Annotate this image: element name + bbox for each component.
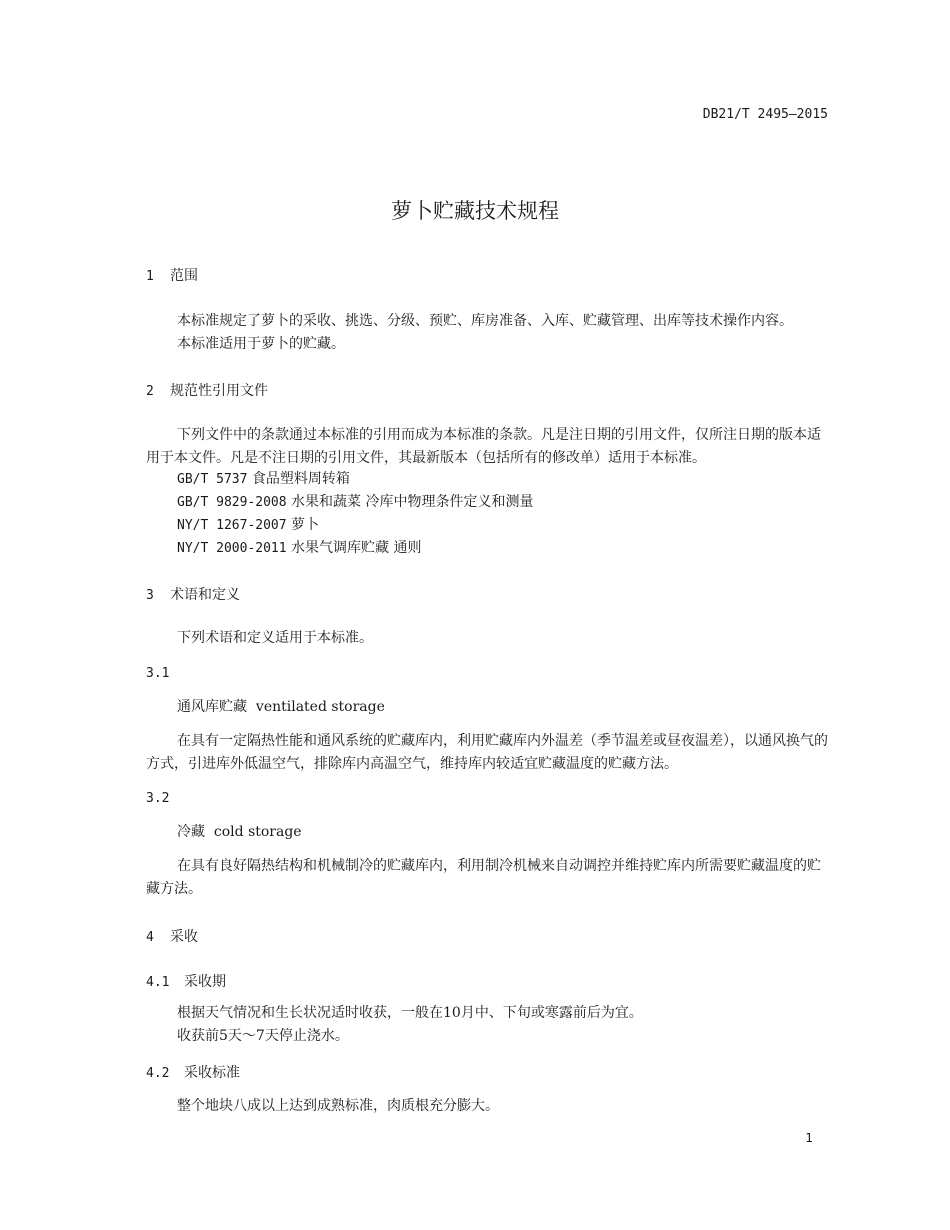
subsection-number: 4.1 — [146, 975, 170, 990]
reference-item — [177, 537, 421, 560]
section-number: 3 — [146, 588, 154, 603]
section-3-heading — [146, 584, 240, 604]
reference-title: 萝卜 — [291, 517, 320, 533]
section-4-heading — [146, 926, 198, 946]
reference-title: 水果气调库贮藏 通则 — [291, 540, 422, 556]
term-heading — [177, 821, 302, 844]
reference-item — [177, 514, 319, 537]
reference-code: NY/T 2000-2011 — [177, 541, 287, 556]
section-number: 1 — [146, 269, 154, 284]
subsection-4-1-paragraph-1: 根据天气情况和生长状况适时收获，一般在10月中、下旬或寒露前后为宜。 — [177, 1005, 643, 1021]
reference-item — [177, 491, 533, 514]
term-english: ventilated storage — [255, 699, 385, 715]
section-2-heading — [146, 380, 268, 400]
subsection-4-1-paragraph-2: 收获前5天～7天停止浇水。 — [177, 1028, 349, 1044]
section-title: 范围 — [170, 268, 198, 284]
subsection-title: 采收期 — [184, 974, 226, 990]
section-2-paragraph-1: 下列文件中的条款通过本标准的引用而成为本标准的条款。凡是注日期的引用文件，仅所注日期的版本适用于本文件。凡是不注日期的引用文件，其最新版本（包括所有的修改单）适用于本标准。 — [146, 427, 821, 466]
subsection-4-1-heading — [146, 971, 226, 991]
section-1-paragraph-1: 本标准规定了萝卜的采收、挑选、分级、预贮、库房准备、入库、贮藏管理、出库等技术操作内容。 — [177, 313, 793, 329]
reference-code: GB/T 9829-2008 — [177, 495, 287, 510]
subsection-title: 采收标准 — [184, 1065, 240, 1081]
reference-title: 水果和蔬菜 冷库中物理条件定义和测量 — [291, 494, 534, 510]
reference-title: 食品塑料周转箱 — [251, 471, 350, 487]
subsection-number: 4.2 — [146, 1066, 170, 1081]
term-definition: 在具有良好隔热结构和机械制冷的贮藏库内，利用制冷机械来自动调控并维持贮库内所需要贮藏温度的贮藏方法。 — [146, 858, 821, 897]
term-name: 通风库贮藏 — [177, 699, 247, 715]
page-title: 萝卜贮藏技术规程 — [391, 199, 559, 223]
document-code: DB21/T 2495—2015 — [702, 107, 828, 122]
term-heading — [177, 696, 385, 719]
reference-item — [177, 468, 350, 491]
section-3-paragraph-1: 下列术语和定义适用于本标准。 — [177, 630, 373, 646]
subsection-4-2-paragraph-1: 整个地块八成以上达到成熟标准，肉质根充分膨大。 — [177, 1098, 499, 1114]
section-title: 规范性引用文件 — [170, 383, 268, 399]
term-definition: 在具有一定隔热性能和通风系统的贮藏库内，利用贮藏库内外温差（季节温差或昼夜温差），以通风换气的方式，引进库外低温空气，排除库内高温空气，维持库内较适宜贮藏温度的贮藏方法。 — [146, 733, 828, 772]
term-number: 3.1 — [146, 666, 170, 681]
term-english: cold storage — [213, 824, 302, 840]
section-1-heading — [146, 265, 198, 285]
term-number: 3.2 — [146, 791, 170, 806]
reference-code: GB/T 5737 — [177, 472, 248, 487]
subsection-4-2-heading — [146, 1062, 240, 1082]
section-title: 术语和定义 — [170, 587, 240, 603]
section-number: 4 — [146, 930, 154, 945]
reference-code: NY/T 1267-2007 — [177, 518, 287, 533]
section-number: 2 — [146, 384, 154, 399]
page-number: 1 — [805, 1131, 813, 1145]
section-1-paragraph-2: 本标准适用于萝卜的贮藏。 — [177, 336, 345, 352]
section-title: 采收 — [170, 929, 198, 945]
term-name: 冷藏 — [177, 824, 205, 840]
